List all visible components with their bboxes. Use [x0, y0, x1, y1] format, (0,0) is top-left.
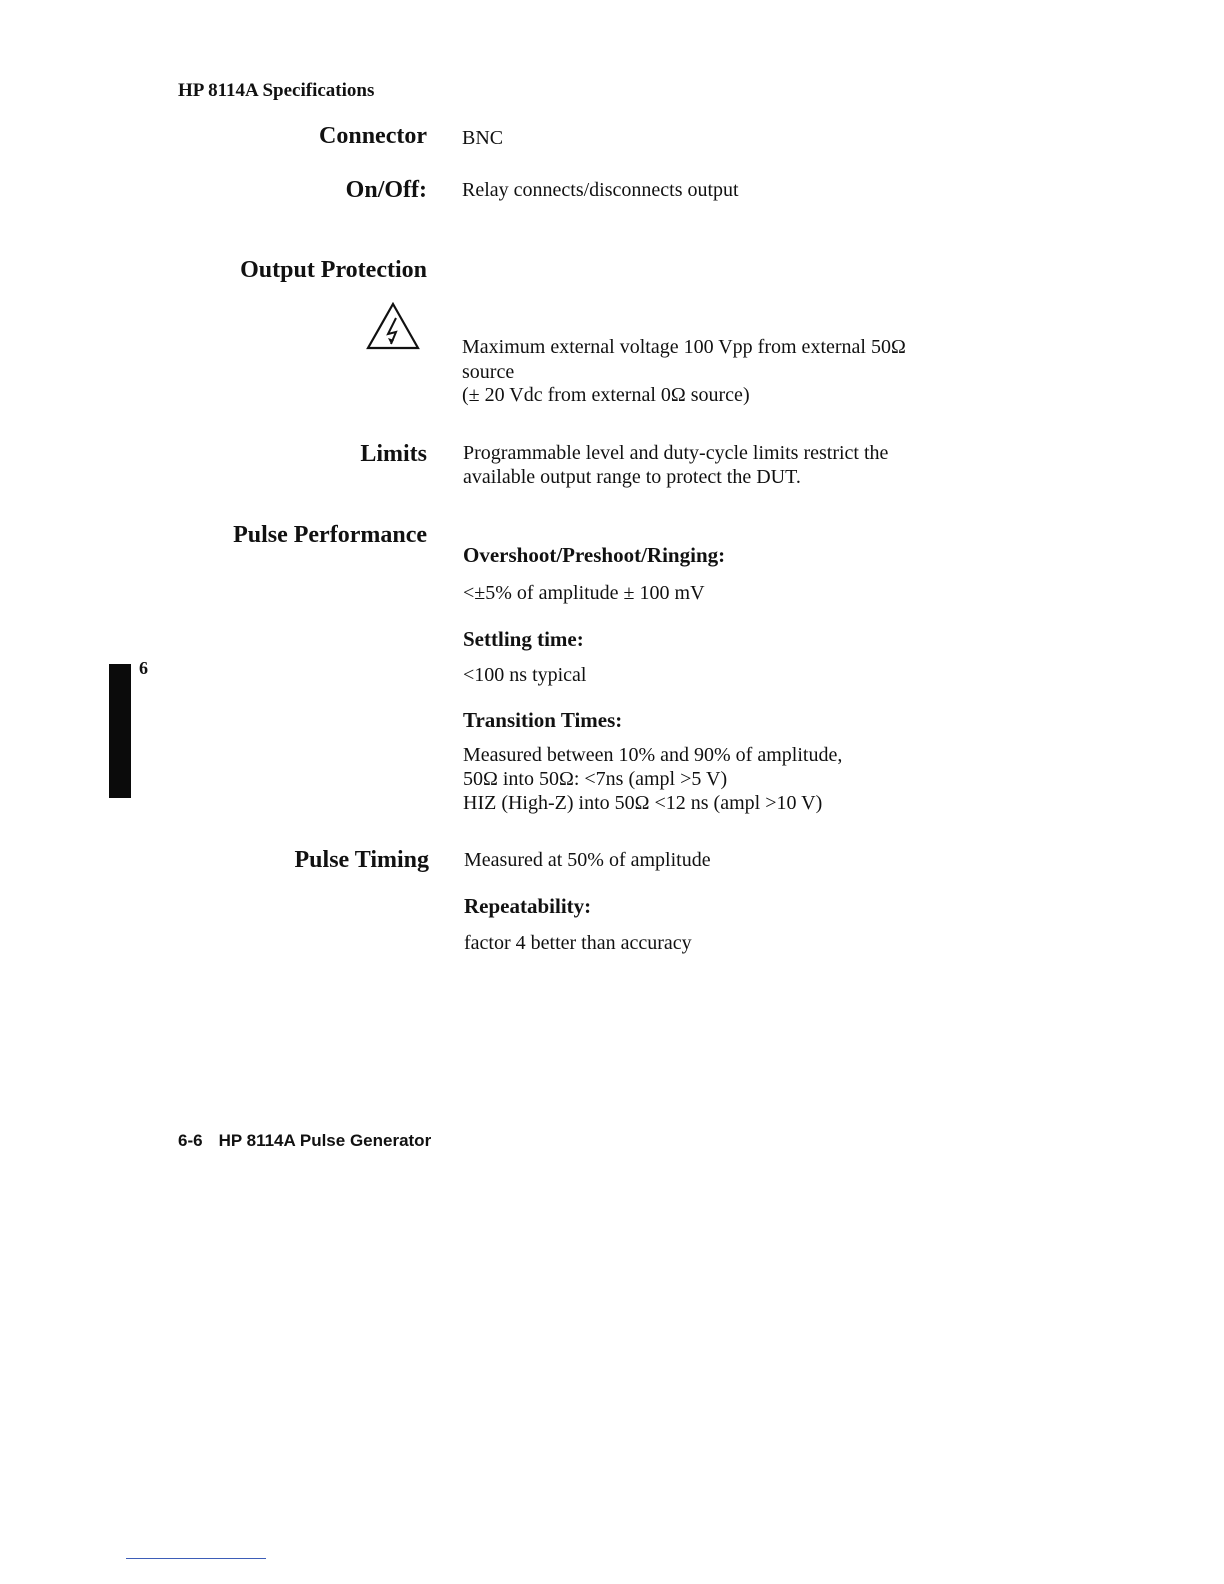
limits-line-1: Programmable level and duty-cycle limits restrict the	[463, 442, 889, 464]
page-number: 6-6	[178, 1131, 203, 1150]
high-voltage-warning-icon	[366, 302, 420, 350]
pulse-performance-label: Pulse Performance	[233, 522, 427, 548]
pulse-timing-value: Measured at 50% of amplitude	[464, 849, 711, 871]
transition-title: Transition Times:	[463, 708, 623, 732]
transition-line-3: HIZ (High-Z) into 50Ω <12 ns (ampl >10 V)	[463, 792, 823, 814]
connector-value: BNC	[462, 127, 504, 149]
pulse-timing-label: Pulse Timing	[294, 847, 429, 873]
chapter-number: 6	[139, 658, 148, 678]
page-footer	[178, 1131, 431, 1151]
on-off-value: Relay connects/disconnects output	[462, 179, 739, 201]
bottom-rule	[126, 1558, 266, 1559]
running-head: HP 8114A Specifications	[178, 80, 375, 101]
output-protection-line-3: (± 20 Vdc from external 0Ω source)	[462, 384, 750, 406]
repeatability-value: factor 4 better than accuracy	[464, 932, 692, 954]
connector-label: Connector	[319, 123, 427, 149]
output-protection-line-1: Maximum external voltage 100 Vpp from external 50Ω	[462, 336, 906, 358]
transition-line-1: Measured between 10% and 90% of amplitude,	[463, 744, 843, 766]
output-protection-label: Output Protection	[240, 257, 427, 283]
repeatability-title: Repeatability:	[464, 894, 592, 918]
output-protection-line-2: source	[462, 361, 515, 383]
transition-line-2: 50Ω into 50Ω: <7ns (ampl >5 V)	[463, 768, 728, 790]
overshoot-title: Overshoot/Preshoot/Ringing:	[463, 543, 726, 567]
on-off-label: On/Off:	[345, 177, 427, 203]
settling-title: Settling time:	[463, 627, 584, 651]
limits-label: Limits	[360, 441, 427, 467]
limits-line-2: available output range to protect the DUT.	[463, 466, 801, 488]
footer-title: HP 8114A Pulse Generator	[218, 1131, 432, 1150]
chapter-thumb-tab	[109, 664, 131, 798]
overshoot-value: <±5% of amplitude ± 100 mV	[463, 582, 705, 604]
settling-value: <100 ns typical	[463, 664, 587, 686]
